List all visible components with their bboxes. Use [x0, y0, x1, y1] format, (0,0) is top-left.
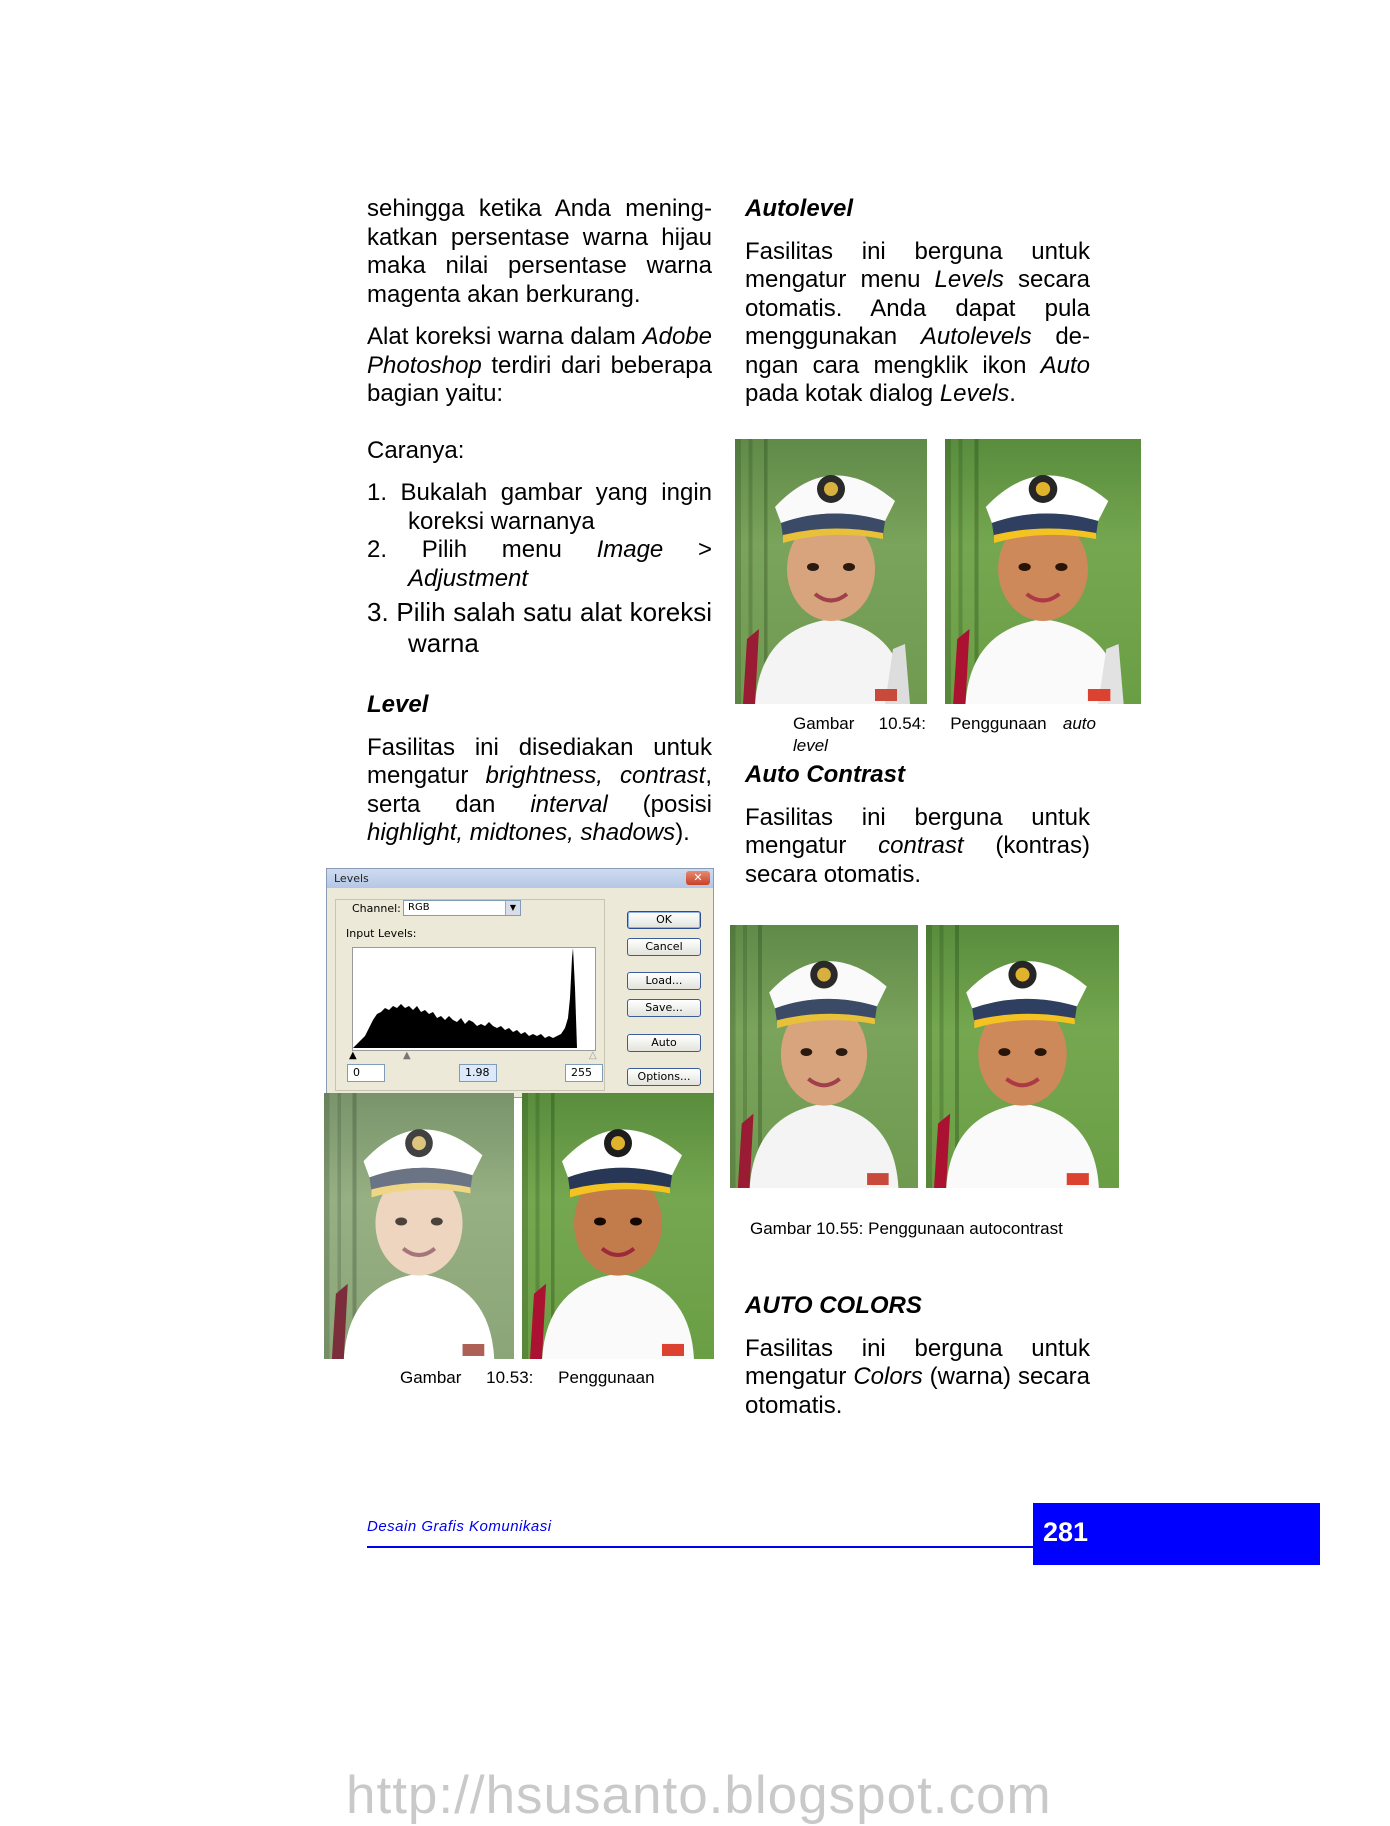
step-2: 2. Pilih menu Image > Adjustment: [367, 536, 712, 592]
photo-after-autocontrast: [926, 925, 1119, 1188]
boy-in-cap-illustration: [945, 439, 1141, 704]
black-point-slider[interactable]: ▲: [349, 1050, 357, 1061]
caption-figure-10-54: Gambar 10.54: Penggunaan auto level: [793, 714, 1096, 755]
heading-auto-contrast: Auto Contrast: [745, 761, 905, 788]
page-number: 281: [1043, 1517, 1089, 1547]
channel-select-value: RGB: [408, 902, 430, 913]
footer-divider: [367, 1546, 1033, 1548]
caranya-label: Caranya:: [367, 436, 465, 464]
paragraph-intro: sehingga ketika Anda mening-katkan persentase warna hijau maka nilai persentase warna magenta akan berkurang.: [367, 195, 712, 308]
heading-auto-colors: AUTO COLORS: [745, 1292, 922, 1319]
white-point-input[interactable]: 255: [565, 1064, 603, 1082]
right-column-autocolors: [745, 1292, 1090, 1420]
photo-before-autocontrast: [730, 925, 918, 1188]
channel-select[interactable]: [403, 900, 521, 916]
right-column: [745, 195, 1090, 409]
levels-titlebar: [327, 869, 713, 888]
levels-dialog: [326, 868, 714, 1098]
paragraph-auto-contrast: Fasilitas ini berguna untuk mengatur contrast (kontras) secara otomatis.: [745, 803, 1091, 888]
paragraph-tools: Alat koreksi warna dalam Adobe Photoshop terdiri dari beberapa bagian yaitu:: [367, 323, 712, 407]
paragraph-level: Fasilitas ini disediakan untuk mengatur brightness, contrast, serta dan interval (posisi highlight, midtones, shadows).: [367, 733, 713, 846]
gamma-slider[interactable]: ▲: [403, 1050, 411, 1061]
watermark-url: http://hsusanto.blogspot.com: [346, 1766, 1052, 1825]
channel-label: Channel:: [352, 902, 401, 915]
heading-autolevel: Autolevel: [745, 195, 854, 222]
photo-before-autolevel: [735, 439, 927, 704]
gamma-input[interactable]: 1.98: [459, 1064, 497, 1082]
photo-before-levels: [324, 1093, 514, 1359]
input-levels-label: Input Levels:: [346, 927, 417, 940]
paragraph-auto-colors: Fasilitas ini berguna untuk mengatur Colors (warna) secara otomatis.: [745, 1334, 1090, 1419]
close-button[interactable]: ✕: [686, 871, 710, 885]
histogram-graph: [353, 948, 593, 1048]
levels-title: Levels: [334, 872, 369, 885]
photo-after-autolevel: [945, 439, 1141, 704]
chevron-down-icon[interactable]: ▼: [505, 901, 520, 915]
page-number-box: [1033, 1503, 1320, 1565]
options-button[interactable]: Options...: [627, 1068, 701, 1086]
boy-in-cap-illustration: [926, 925, 1119, 1188]
left-column: [367, 195, 712, 848]
right-column-lower: [745, 761, 1090, 889]
boy-in-cap-illustration: [735, 439, 927, 704]
footer-book-title: Desain Grafis Komunikasi: [367, 1518, 552, 1535]
boy-in-cap-illustration: [324, 1093, 514, 1359]
step-3: 3. Pilih salah satu alat koreksi warna: [367, 597, 712, 658]
paragraph-autolevel: Fasilitas ini berguna untuk mengatur menu Levels secara otomatis. Anda dapat pula menggunakan Autolevels de-ngan cara mengklik ikon Auto pada kotak dialog Levels.: [745, 237, 1091, 407]
photo-after-levels: [522, 1093, 714, 1359]
heading-level: Level: [367, 691, 429, 718]
cancel-button[interactable]: Cancel: [627, 938, 701, 956]
black-point-input[interactable]: 0: [347, 1064, 385, 1082]
auto-button[interactable]: Auto: [627, 1034, 701, 1052]
white-point-slider[interactable]: △: [589, 1050, 597, 1061]
save-button[interactable]: Save...: [627, 999, 701, 1017]
ok-button[interactable]: OK: [627, 911, 701, 929]
boy-in-cap-illustration: [730, 925, 918, 1188]
boy-in-cap-illustration: [522, 1093, 714, 1359]
caption-figure-10-53: Gambar 10.53: Penggunaan: [400, 1368, 655, 1387]
load-button[interactable]: Load...: [627, 972, 701, 990]
caption-figure-10-55: Gambar 10.55: Penggunaan autocontrast: [750, 1219, 1063, 1238]
histogram: [352, 947, 596, 1051]
step-1: 1. Bukalah gambar yang ingin koreksi warnanya: [367, 479, 712, 535]
